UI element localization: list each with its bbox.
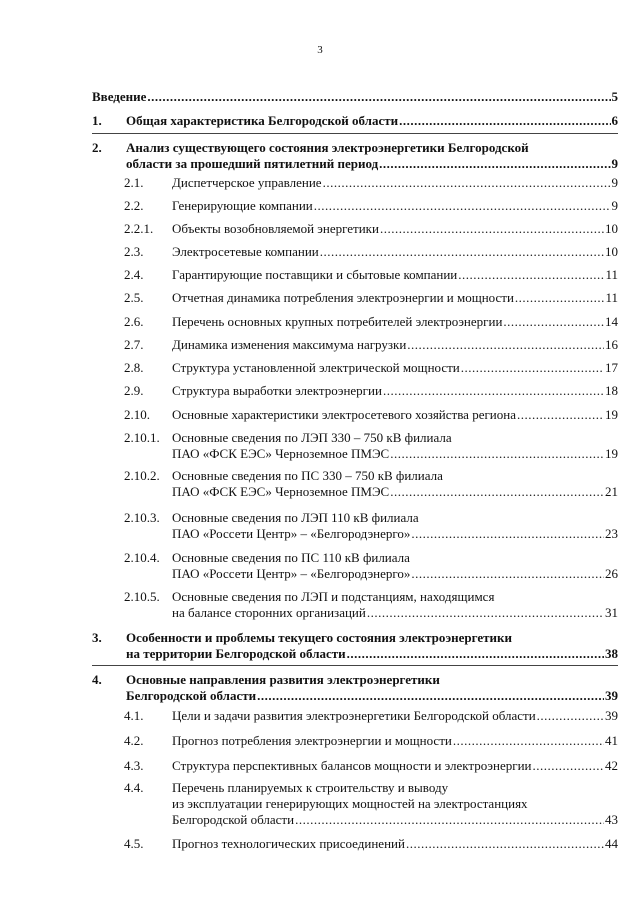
toc-entry-number: 2.3. [124, 244, 144, 259]
toc-entry-title: Белгородской области [126, 688, 257, 703]
toc-entry-number: 4.1. [124, 708, 144, 723]
toc-entry-number: 2.10.4. [124, 550, 160, 565]
toc-entry-page: 9 [611, 198, 618, 213]
dot-leader [517, 407, 604, 423]
dot-leader [147, 89, 610, 105]
toc-entry-page: 41 [605, 733, 618, 748]
toc-entry-page: 43 [605, 812, 618, 827]
toc-entry[interactable] [124, 221, 618, 237]
toc-entry-title: Основные сведения по ПС 110 кВ филиала [172, 550, 410, 565]
toc-entry-title: Электросетевые компании [172, 244, 319, 259]
toc-entry-page: 9 [611, 156, 618, 171]
toc-entry-title: Структура выработки электроэнергии [172, 383, 382, 398]
toc-entry[interactable] [124, 430, 618, 462]
toc-entry[interactable] [124, 383, 618, 399]
toc-entry-title: Основные сведения по ПС 330 – 750 кВ филиала [172, 468, 443, 483]
toc-entry-title: Генерирующие компании [172, 198, 313, 213]
toc-entry[interactable] [124, 337, 618, 353]
toc-entry-title: из эксплуатации генерирующих мощностей на электростанциях [172, 796, 528, 811]
toc-entry[interactable] [92, 89, 618, 105]
dot-leader [379, 156, 610, 172]
toc-entry-title: на балансе сторонних организаций [172, 605, 366, 620]
toc-entry[interactable] [92, 672, 618, 704]
toc-entry-number: 4.3. [124, 758, 144, 773]
dot-leader [390, 446, 604, 462]
dot-leader [458, 267, 604, 283]
toc-entry[interactable] [92, 140, 618, 172]
toc-entry-page: 31 [605, 605, 618, 620]
dot-leader [503, 314, 604, 330]
toc-entry-number: 2.8. [124, 360, 144, 375]
toc-entry-number: 3. [92, 630, 102, 645]
toc-entry-number: 2.2. [124, 198, 144, 213]
toc-entry-page: 10 [605, 221, 618, 236]
page-number: 3 [317, 44, 323, 56]
toc-entry-number: 4.4. [124, 780, 144, 795]
dot-leader [537, 708, 604, 724]
toc-entry[interactable] [124, 267, 618, 283]
dot-leader [295, 812, 604, 828]
toc-entry-page: 39 [605, 708, 618, 723]
toc-entry-number: 4. [92, 672, 102, 687]
toc-entry-title: ПАО «ФСК ЕЭС» Черноземное ПМЭС [172, 484, 390, 499]
dot-leader [532, 758, 604, 774]
toc-entry-number: 1. [92, 113, 102, 128]
toc-entry-title: ПАО «Россети Центр» – «Белгородэнерго» [172, 566, 411, 581]
toc-entry[interactable] [124, 175, 618, 191]
toc-entry-title: Гарантирующие поставщики и сбытовые компании [172, 267, 458, 282]
dot-leader [515, 290, 605, 306]
dot-leader [390, 484, 604, 500]
dot-leader [383, 383, 604, 399]
toc-entry-page: 11 [605, 290, 618, 305]
toc-entry-title: Перечень основных крупных потребителей электроэнергии [172, 314, 503, 329]
toc-entry[interactable] [124, 589, 618, 621]
toc-entry-title: Белгородской области [172, 812, 295, 827]
toc-entry[interactable] [92, 113, 618, 129]
toc-entry[interactable] [124, 780, 618, 828]
section-divider [92, 665, 618, 666]
dot-leader [380, 221, 604, 237]
section-divider [92, 133, 618, 134]
toc-entry-title: Прогноз технологических присоединений [172, 836, 405, 851]
toc-entry-title: Основные сведения по ЛЭП 110 кВ филиала [172, 510, 419, 525]
toc-entry[interactable] [124, 550, 618, 582]
toc-entry[interactable] [124, 290, 618, 306]
toc-entry-title: Перечень планируемых к строительству и выводу [172, 780, 449, 795]
toc-entry[interactable] [92, 630, 618, 662]
toc-entry-title: Общая характеристика Белгородской области [126, 113, 399, 128]
toc-entry-page: 14 [605, 314, 618, 329]
toc-entry-number: 2.10.1. [124, 430, 160, 445]
toc-entry-title: ПАО «Россети Центр» – «Белгородэнерго» [172, 526, 411, 541]
toc-entry-page: 21 [605, 484, 618, 499]
dot-leader [406, 836, 604, 852]
toc-entry[interactable] [124, 510, 618, 542]
toc-entry-title: Отчетная динамика потребления электроэнергии и мощности [172, 290, 514, 305]
toc-entry-title: Особенности и проблемы текущего состояния электроэнергетики [126, 630, 512, 645]
dot-leader [411, 526, 604, 542]
dot-leader [407, 337, 604, 353]
dot-leader [320, 244, 604, 260]
toc-entry-page: 5 [611, 89, 618, 104]
toc-entry-page: 6 [611, 113, 618, 128]
toc-entry-page: 42 [605, 758, 618, 773]
dot-leader [314, 198, 611, 214]
toc-entry-number: 2.9. [124, 383, 144, 398]
toc-entry-page: 19 [605, 446, 618, 461]
dot-leader [399, 113, 610, 129]
toc-entry-page: 9 [611, 175, 618, 190]
toc-entry-title: Анализ существующего состояния электроэнергетики Белгородской [126, 140, 529, 155]
toc-entry-page: 11 [605, 267, 618, 282]
toc-entry-page: 39 [605, 688, 618, 703]
dot-leader [411, 566, 604, 582]
toc-entry-title: Основные сведения по ЛЭП 330 – 750 кВ филиала [172, 430, 452, 445]
toc-entry-page: 44 [605, 836, 618, 851]
toc-entry-number: 2.2.1. [124, 221, 154, 236]
toc-entry-title: ПАО «ФСК ЕЭС» Черноземное ПМЭС [172, 446, 390, 461]
toc-entry-number: 2. [92, 140, 102, 155]
toc-entry[interactable] [124, 244, 618, 260]
toc-entry-title: Динамика изменения максимума нагрузки [172, 337, 407, 352]
toc-entry-page: 38 [605, 646, 618, 661]
toc-entry-title: Структура установленной электрической мощности [172, 360, 460, 375]
toc-entry-page: 17 [605, 360, 618, 375]
toc-entry[interactable] [124, 360, 618, 376]
toc-entry[interactable] [124, 758, 618, 774]
toc-entry-number: 2.4. [124, 267, 144, 282]
dot-leader [323, 175, 611, 191]
toc-entry-number: 2.10.3. [124, 510, 160, 525]
toc-entry-title: области за прошедший пятилетний период [126, 156, 379, 171]
toc-entry-number: 4.2. [124, 733, 144, 748]
toc-entry[interactable] [124, 314, 618, 330]
toc-entry-title: Основные сведения по ЛЭП и подстанциям, находящимся [172, 589, 495, 604]
toc-entry-number: 2.10.5. [124, 589, 160, 604]
dot-leader [461, 360, 604, 376]
toc-entry[interactable] [124, 733, 618, 749]
toc-entry-title: Объекты возобновляемой энергетики [172, 221, 379, 236]
dot-leader [367, 605, 604, 621]
toc-entry-title: Прогноз потребления электроэнергии и мощности [172, 733, 452, 748]
toc-entry-number: 2.10. [124, 407, 150, 422]
toc-entry-number: 2.10.2. [124, 468, 160, 483]
toc-entry-page: 19 [605, 407, 618, 422]
toc-entry[interactable] [124, 468, 618, 500]
toc-entry[interactable] [124, 708, 618, 724]
toc-entry-page: 18 [605, 383, 618, 398]
toc-entry-title: Цели и задачи развития электроэнергетики Белгородской области [172, 708, 536, 723]
toc-entry-title: Введение [92, 89, 147, 104]
toc-entry-number: 4.5. [124, 836, 144, 851]
toc-entry[interactable] [124, 836, 618, 852]
toc-entry-page: 26 [605, 566, 618, 581]
toc-entry[interactable] [124, 407, 618, 423]
toc-entry-number: 2.7. [124, 337, 144, 352]
toc-entry-page: 10 [605, 244, 618, 259]
toc-entry-number: 2.6. [124, 314, 144, 329]
toc-entry-title: Основные характеристики электросетевого хозяйства региона [172, 407, 516, 422]
toc-entry[interactable] [124, 198, 618, 214]
toc-entry-title: на территории Белгородской области [126, 646, 346, 661]
dot-leader [453, 733, 604, 749]
toc-entry-number: 2.1. [124, 175, 144, 190]
dot-leader [257, 688, 604, 704]
toc-entry-page: 16 [605, 337, 618, 352]
toc-entry-page: 23 [605, 526, 618, 541]
toc-entry-title: Основные направления развития электроэнергетики [126, 672, 440, 687]
toc-entry-number: 2.5. [124, 290, 144, 305]
toc-entry-title: Структура перспективных балансов мощности и электроэнергии [172, 758, 532, 773]
toc-entry-title: Диспетчерское управление [172, 175, 322, 190]
dot-leader [347, 646, 604, 662]
